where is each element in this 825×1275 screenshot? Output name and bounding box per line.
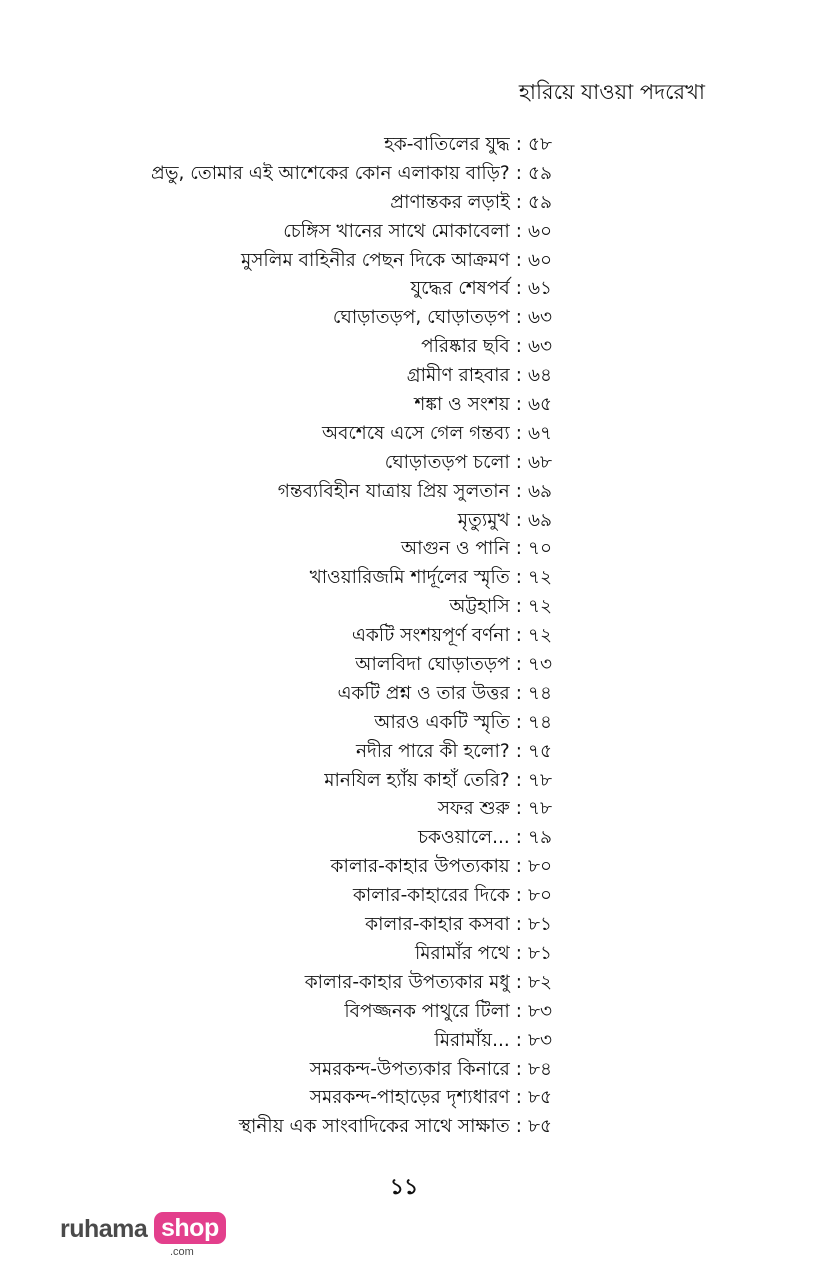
toc-entry: [0, 218, 552, 247]
toc-entry: [0, 882, 552, 911]
toc-entry-separator: :: [515, 249, 522, 271]
toc-entry-title: ঘোড়াতড়প, ঘোড়াতড়প: [332, 307, 510, 329]
toc-entry: [0, 1027, 552, 1056]
toc-entry: [0, 275, 552, 304]
toc-entry-title: হক-বাতিলের যুদ্ধ: [384, 134, 510, 155]
toc-entry-page: ৭২: [527, 625, 552, 647]
toc-entry-title: স্থানীয় এক সাংবাদিকের সাথে সাক্ষাত: [238, 1116, 510, 1138]
toc-entry-separator: :: [515, 1029, 522, 1051]
toc-entry: [0, 969, 552, 998]
toc-entry-title: খাওয়ারিজমি শার্দূলের স্মৃতি: [309, 567, 510, 589]
toc-entry-title: পরিষ্কার ছবি: [421, 336, 510, 358]
toc-entry-page: ৬৫: [527, 394, 552, 416]
toc-entry-title: মৃত্যুমুখ: [457, 509, 510, 531]
toc-entry-separator: :: [515, 596, 522, 618]
toc-entry: [0, 189, 552, 218]
toc-entry-page: ৬০: [527, 249, 552, 271]
toc-entry-title: শঙ্কা ও সংশয়: [414, 394, 510, 416]
toc-entry-title: আরও একটি স্মৃতি: [374, 711, 510, 733]
toc-entry-separator: :: [515, 422, 522, 444]
toc-entry-title: সমরকন্দ-উপত্যকার কিনারে: [309, 1058, 510, 1080]
toc-entry-separator: :: [515, 307, 522, 329]
toc-entry-separator: :: [515, 711, 522, 733]
toc-entry-separator: :: [515, 1087, 522, 1109]
toc-entry: [0, 998, 552, 1027]
toc-entry-title: আলবিদা ঘোড়াতড়প: [355, 654, 510, 676]
toc-entry-page: ৮৩: [527, 1029, 552, 1051]
toc-entry-page: ৫৮: [527, 134, 552, 155]
toc-entry: [0, 507, 552, 536]
toc-entry-page: ৭৮: [527, 769, 552, 791]
toc-entry-title: ঘোড়াতড়প চলো: [384, 451, 510, 473]
toc-entry-title: অট্টহাসি: [449, 596, 510, 618]
toc-entry-title: কালার-কাহারের দিকে: [352, 885, 510, 907]
toc-entry-separator: :: [515, 220, 522, 242]
toc-entry: [0, 535, 552, 564]
toc-entry-title: মিরামাঁয়...: [434, 1029, 510, 1051]
logo-tld: .com: [170, 1246, 194, 1258]
toc-entry-separator: :: [515, 914, 522, 936]
toc-entry-separator: :: [515, 162, 522, 184]
toc-entry-page: ৮৫: [527, 1087, 552, 1109]
toc-entry-page: ৮৩: [527, 1000, 552, 1022]
toc-entry: [0, 1084, 552, 1113]
toc-entry-title: প্রভু, তোমার এই আশেকের কোন এলাকায় বাড়ি?: [150, 162, 510, 184]
toc-entry-separator: :: [515, 1000, 522, 1022]
toc-entry-page: ৭৫: [527, 740, 552, 762]
toc-entry-separator: :: [515, 682, 522, 704]
toc-entry: [0, 622, 552, 651]
toc-entry-title: মুসলিম বাহিনীর পেছন দিকে আক্রমণ: [240, 249, 510, 271]
toc-entry-separator: :: [515, 191, 522, 213]
toc-entry: [0, 911, 552, 940]
toc-entry: [0, 940, 552, 969]
toc-entry-separator: :: [515, 1116, 522, 1138]
toc-entry-title: অবশেষে এসে গেল গন্তব্য: [322, 422, 510, 444]
toc-entry-separator: :: [515, 567, 522, 589]
toc-entry-page: ৬৯: [527, 480, 552, 502]
toc-entry: [0, 680, 552, 709]
toc-entry-title: মিরামাঁর পথে: [414, 942, 510, 964]
toc-entry: [0, 1113, 552, 1142]
toc-entry-title: কালার-কাহার কসবা: [365, 914, 510, 936]
toc-entry-separator: :: [515, 798, 522, 820]
toc-entry-title: নদীর পারে কী হলো?: [355, 740, 510, 762]
toc-entry-page: ৫৯: [527, 191, 552, 213]
toc-entry-separator: :: [515, 856, 522, 878]
toc-entry-title: সমরকন্দ-পাহাড়ের দৃশ্যধারণ: [309, 1087, 510, 1109]
toc-entry-page: ৭৩: [527, 654, 552, 676]
toc-entry: [0, 593, 552, 622]
toc-entry: [0, 767, 552, 796]
toc-entry-page: ৫৯: [527, 162, 552, 184]
toc-entry-page: ৮১: [527, 942, 552, 964]
toc-entry-title: একটি সংশয়পূর্ণ বর্ণনা: [351, 625, 510, 647]
toc-entry-page: ৬৩: [527, 336, 552, 358]
toc-entry-separator: :: [515, 394, 522, 416]
toc-entry-title: চেঙ্গিস খানের সাথে মোকাবেলা: [283, 220, 510, 242]
toc-entry-separator: :: [515, 654, 522, 676]
toc-entry: [0, 478, 552, 507]
toc-entry-separator: :: [515, 625, 522, 647]
toc-entry-separator: :: [515, 509, 522, 531]
toc-entry-page: ৭২: [527, 596, 552, 618]
toc-entry-separator: :: [515, 365, 522, 387]
toc-entry-title: একটি প্রশ্ন ও তার উত্তর: [337, 682, 510, 704]
table-of-contents: [0, 131, 552, 1142]
toc-entry-separator: :: [515, 134, 522, 155]
toc-entry: [0, 1056, 552, 1085]
toc-entry-separator: :: [515, 971, 522, 993]
toc-entry-page: ৭৮: [527, 798, 552, 820]
toc-entry-title: চকওয়ালে...: [418, 827, 510, 849]
toc-entry: [0, 795, 552, 824]
toc-entry-separator: :: [515, 942, 522, 964]
toc-entry-separator: :: [515, 451, 522, 473]
running-head: হারিয়ে যাওয়া পদরেখা: [518, 80, 705, 104]
toc-entry-separator: :: [515, 480, 522, 502]
toc-entry: [0, 304, 552, 333]
toc-entry-title: প্রাণান্তকর লড়াই: [390, 191, 510, 213]
toc-entry-title: কালার-কাহার উপত্যকার মধু: [304, 971, 510, 993]
toc-entry-page: ৮১: [527, 914, 552, 936]
toc-entry-title: সফর শুরু: [437, 798, 510, 820]
toc-entry-page: ৮৪: [527, 1058, 552, 1080]
toc-entry-title: বিপজ্জনক পাথুরে টিলা: [344, 1000, 510, 1022]
toc-entry-separator: :: [515, 278, 522, 300]
toc-entry-title: কালার-কাহার উপত্যকায়: [330, 856, 510, 878]
ruhamashop-logo: [60, 1210, 225, 1260]
toc-entry-page: ৭৪: [527, 682, 552, 704]
toc-entry-separator: :: [515, 827, 522, 849]
toc-entry: [0, 160, 552, 189]
toc-entry-title: আগুন ও পানি: [401, 538, 510, 560]
toc-entry-page: ৭৪: [527, 711, 552, 733]
toc-entry-page: ৬৩: [527, 307, 552, 329]
toc-entry-separator: :: [515, 769, 522, 791]
toc-entry: [0, 738, 552, 767]
toc-entry-separator: :: [515, 336, 522, 358]
logo-badge: shop: [154, 1212, 226, 1244]
toc-entry-page: ৬০: [527, 220, 552, 242]
page-number: ১১: [389, 1175, 419, 1200]
toc-entry: [0, 651, 552, 680]
toc-entry-page: ৮৫: [527, 1116, 552, 1138]
toc-entry: [0, 333, 552, 362]
toc-entry: [0, 131, 552, 160]
toc-entry-page: ৬১: [527, 278, 552, 300]
toc-entry: [0, 564, 552, 593]
toc-entry: [0, 709, 552, 738]
toc-entry-page: ৭৯: [527, 827, 552, 849]
toc-entry-title: গন্তব্যবিহীন যাত্রায় প্রিয় সুলতান: [277, 480, 510, 502]
toc-entry-page: ৮২: [527, 971, 552, 993]
toc-entry-title: গ্রামীণ রাহবার: [406, 365, 510, 387]
toc-entry: [0, 824, 552, 853]
toc-entry-page: ৬৯: [527, 509, 552, 531]
toc-entry: [0, 853, 552, 882]
toc-entry-page: ৭০: [527, 538, 552, 560]
toc-entry-page: ৮০: [527, 885, 552, 907]
logo-name-left: ruhama: [60, 1215, 148, 1243]
toc-entry-page: ৬৪: [527, 365, 552, 387]
toc-entry-page: ৬৭: [527, 422, 552, 444]
toc-entry: [0, 362, 552, 391]
toc-entry-separator: :: [515, 538, 522, 560]
toc-entry-page: ৮০: [527, 856, 552, 878]
toc-entry-title: মানযিল হ্যাঁয় কাহাঁ তেরি?: [324, 769, 510, 791]
toc-entry-separator: :: [515, 1058, 522, 1080]
toc-entry-separator: :: [515, 740, 522, 762]
toc-entry-page: ৭২: [527, 567, 552, 589]
toc-entry-separator: :: [515, 885, 522, 907]
toc-entry: [0, 391, 552, 420]
toc-entry: [0, 449, 552, 478]
toc-entry-title: যুদ্ধের শেষপর্ব: [410, 278, 510, 300]
toc-entry: [0, 420, 552, 449]
toc-entry: [0, 247, 552, 276]
toc-entry-page: ৬৮: [527, 451, 552, 473]
